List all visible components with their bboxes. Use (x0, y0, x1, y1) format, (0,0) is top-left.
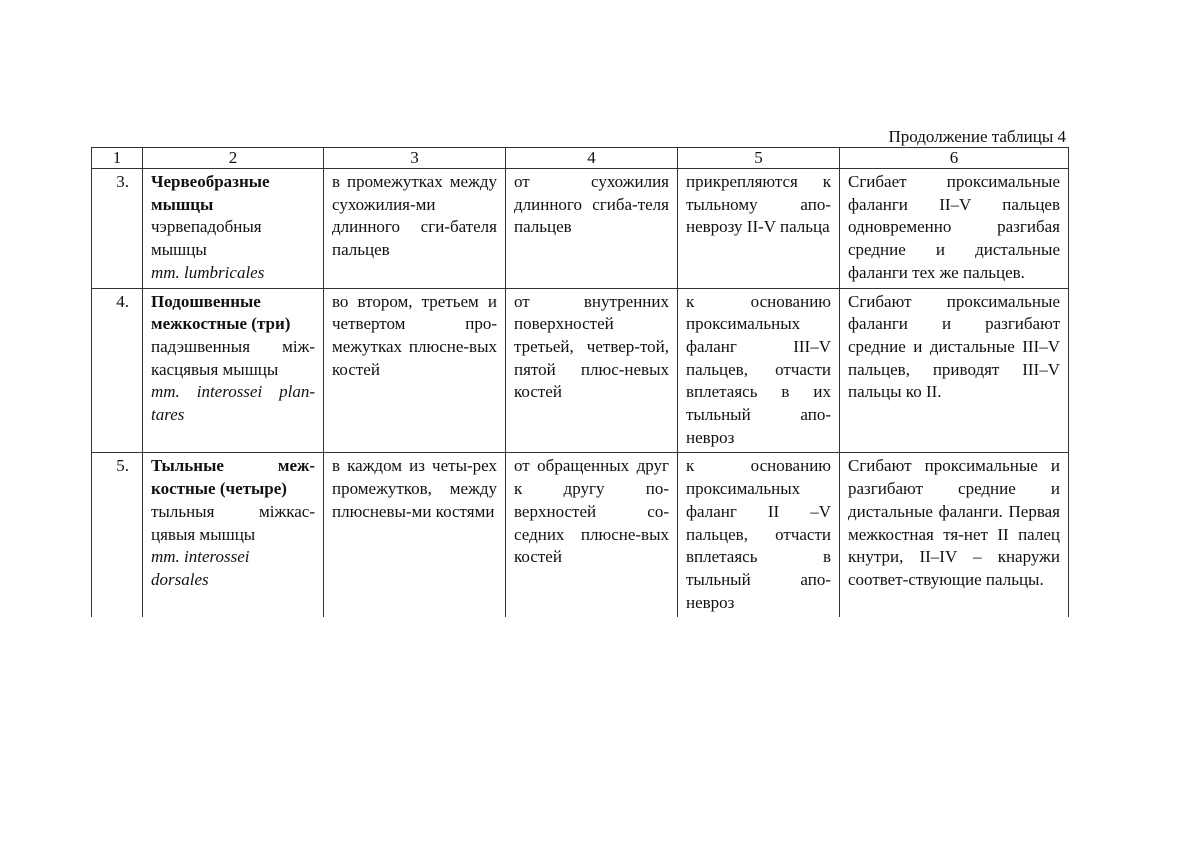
header-cell: 1 (92, 148, 143, 169)
muscle-name-ru: Подошвенные (151, 291, 261, 311)
muscle-name-ru: межкостные (три) (151, 314, 291, 334)
origin-cell: в каждом из четы-рех промежутков, между плюсневы-ми костями (324, 453, 506, 617)
muscle-name-by: чэрвепадобныя (151, 217, 262, 237)
table-row (92, 169, 1069, 289)
muscle-name-by: тыльныя міжкас- (151, 501, 315, 521)
muscle-name-cell (143, 169, 324, 289)
row-number: 3. (92, 169, 143, 289)
muscle-name-by: мышцы (151, 240, 207, 260)
muscle-name-ru: костные (четыре) (151, 479, 287, 499)
function-cell: Сгибают проксимальные и разгибают средние и дистальные фаланги. Первая межкостная тя-нет II палец кнутри, II–IV – кнаружи соответ-ствующие пальцы. (840, 453, 1069, 617)
muscle-name-latin: tares (151, 405, 185, 425)
table-row (92, 288, 1069, 453)
muscle-name-cell (143, 453, 324, 617)
attachment-cell: от внутренних поверхностей третьей, четвер-той, пятой плюс-невых костей (506, 288, 678, 453)
muscle-name-by: падэшвенныя між- (151, 336, 315, 356)
function-cell: Сгибает проксимальные фаланги II–V пальцев одновременно разгибая средние и дистальные фаланги тех же пальцев. (840, 169, 1069, 289)
muscle-name-ru: Тыльные меж- (151, 456, 315, 476)
muscle-name-by: цявыя мышцы (151, 524, 256, 544)
header-cell: 3 (324, 148, 506, 169)
muscle-name-latin: mm. interossei plan- (151, 382, 315, 402)
row-number: 5. (92, 453, 143, 617)
table-row (92, 453, 1069, 617)
row-number: 4. (92, 288, 143, 453)
attachment-cell: от сухожилия длинного сгиба-теля пальцев (506, 169, 678, 289)
muscle-name-ru: мышцы (151, 194, 214, 214)
header-cell: 6 (840, 148, 1069, 169)
insertion-cell: к основанию проксимальных фаланг II –V пальцев, отчасти вплетаясь в тыльный апо-невроз (678, 453, 840, 617)
header-cell: 4 (506, 148, 678, 169)
function-cell: Сгибают проксимальные фаланги и разгибают средние и дистальные III–V пальцев, приводят III–V пальцы ко II. (840, 288, 1069, 453)
header-cell: 2 (143, 148, 324, 169)
table-header-row (92, 148, 1069, 169)
muscle-name-latin: dorsales (151, 569, 209, 589)
muscle-name-latin: mm. lumbricales (151, 262, 265, 282)
table-caption: Продолжение таблицы 4 (888, 127, 1066, 146)
insertion-cell: к основанию проксимальных фаланг III–V пальцев, отчасти вплетаясь в их тыльный апо-невроз (678, 288, 840, 453)
muscle-table (91, 147, 1069, 617)
muscle-name-cell (143, 288, 324, 453)
origin-cell: во втором, третьем и четвертом про-межутках плюсне-вых костей (324, 288, 506, 453)
muscle-name-latin: mm. interossei (151, 547, 250, 567)
header-cell: 5 (678, 148, 840, 169)
attachment-cell: от обращенных друг к другу по-верхностей со-седних плюсне-вых костей (506, 453, 678, 617)
muscle-name-by: касцявыя мышцы (151, 359, 279, 379)
muscle-name-ru: Червеобразные (151, 172, 270, 191)
origin-cell: в промежутках между сухожилия-ми длинного сги-бателя пальцев (324, 169, 506, 289)
insertion-cell: прикрепляются к тыльному апо-неврозу II-V пальца (678, 169, 840, 289)
